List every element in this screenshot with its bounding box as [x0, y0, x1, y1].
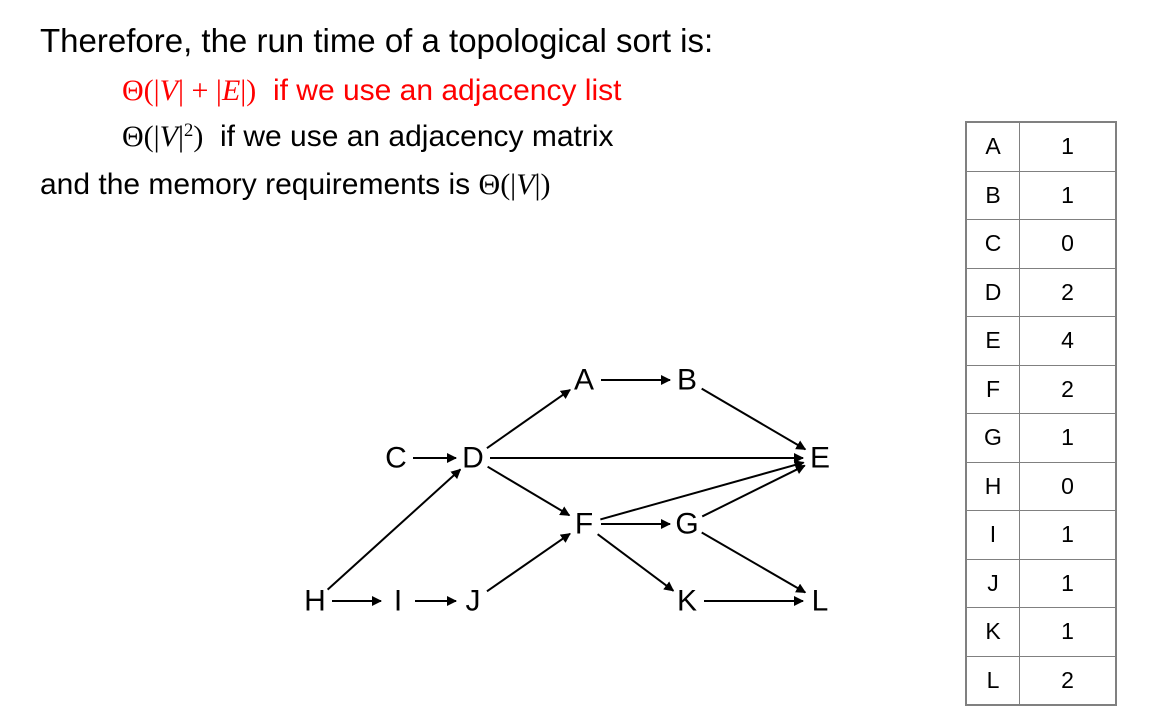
table-row: [966, 559, 1116, 608]
in-degree-cell: 1: [1020, 171, 1117, 220]
in-degree-table: [965, 121, 1117, 706]
table-row: [966, 656, 1116, 705]
math-part: Θ(|: [478, 168, 517, 201]
vertex-cell: A: [966, 122, 1020, 171]
math-var-v: V: [159, 74, 178, 107]
in-degree-cell: 2: [1020, 656, 1117, 705]
table-row: [966, 608, 1116, 657]
edge-j-f: [487, 534, 570, 592]
math-part: | + |: [178, 74, 222, 107]
table-row: [966, 317, 1116, 366]
table-row: [966, 414, 1116, 463]
math-part: |): [240, 74, 257, 107]
edge-f-e: [600, 463, 803, 520]
node-j: J: [465, 584, 481, 618]
in-degree-cell: 1: [1020, 608, 1117, 657]
math-part: |: [178, 120, 185, 153]
edge-f-k: [598, 534, 674, 591]
math-part: Θ(|: [122, 74, 160, 107]
edge-b-e: [702, 389, 806, 450]
vertex-cell: I: [966, 511, 1020, 560]
table-row: [966, 268, 1116, 317]
in-degree-cell: 0: [1020, 462, 1117, 511]
edge-d-f: [488, 467, 570, 516]
vertex-cell: C: [966, 220, 1020, 269]
node-e: E: [809, 441, 831, 475]
node-f: F: [574, 507, 594, 541]
node-k: K: [676, 584, 698, 618]
vertex-cell: J: [966, 559, 1020, 608]
edge-d-a: [487, 390, 570, 448]
in-degree-cell: 1: [1020, 511, 1117, 560]
node-d: D: [462, 441, 484, 475]
vertex-cell: E: [966, 317, 1020, 366]
in-degree-cell: 0: [1020, 220, 1117, 269]
node-l: L: [811, 584, 829, 618]
node-g: G: [675, 507, 699, 541]
in-degree-cell: 1: [1020, 559, 1117, 608]
in-degree-cell: 2: [1020, 268, 1117, 317]
node-c: C: [385, 441, 407, 475]
in-degree-cell: 1: [1020, 122, 1117, 171]
table-row: [966, 462, 1116, 511]
edge-g-e: [702, 466, 805, 517]
adjacency-list-label: if we use an adjacency list: [272, 74, 622, 107]
edge-h-d: [328, 469, 461, 589]
math-var-v: V: [516, 168, 535, 201]
node-i: I: [393, 584, 403, 618]
vertex-cell: G: [966, 414, 1020, 463]
in-degree-cell: 4: [1020, 317, 1117, 366]
vertex-cell: B: [966, 171, 1020, 220]
table-row: [966, 365, 1116, 414]
memory-label: and the memory requirements is: [40, 168, 471, 201]
edge-g-l: [702, 533, 806, 593]
table-row: [966, 122, 1116, 171]
node-h: H: [304, 584, 326, 618]
vertex-cell: K: [966, 608, 1020, 657]
adjacency-matrix-label: if we use an adjacency matrix: [219, 120, 614, 153]
math-exponent: 2: [184, 119, 194, 141]
vertex-cell: L: [966, 656, 1020, 705]
math-part: Θ(|: [122, 120, 160, 153]
node-b: B: [676, 363, 698, 397]
vertex-cell: F: [966, 365, 1020, 414]
in-degree-cell: 1: [1020, 414, 1117, 463]
math-var-e: E: [221, 74, 241, 107]
math-var-v: V: [159, 120, 178, 153]
table-row: [966, 220, 1116, 269]
table-row: [966, 171, 1116, 220]
math-part: ): [193, 120, 204, 153]
vertex-cell: H: [966, 462, 1020, 511]
math-part: |): [534, 168, 551, 201]
in-degree-cell: 2: [1020, 365, 1117, 414]
table-row: [966, 511, 1116, 560]
heading: Therefore, the run time of a topological sort is:: [40, 22, 714, 59]
vertex-cell: D: [966, 268, 1020, 317]
node-a: A: [573, 363, 595, 397]
